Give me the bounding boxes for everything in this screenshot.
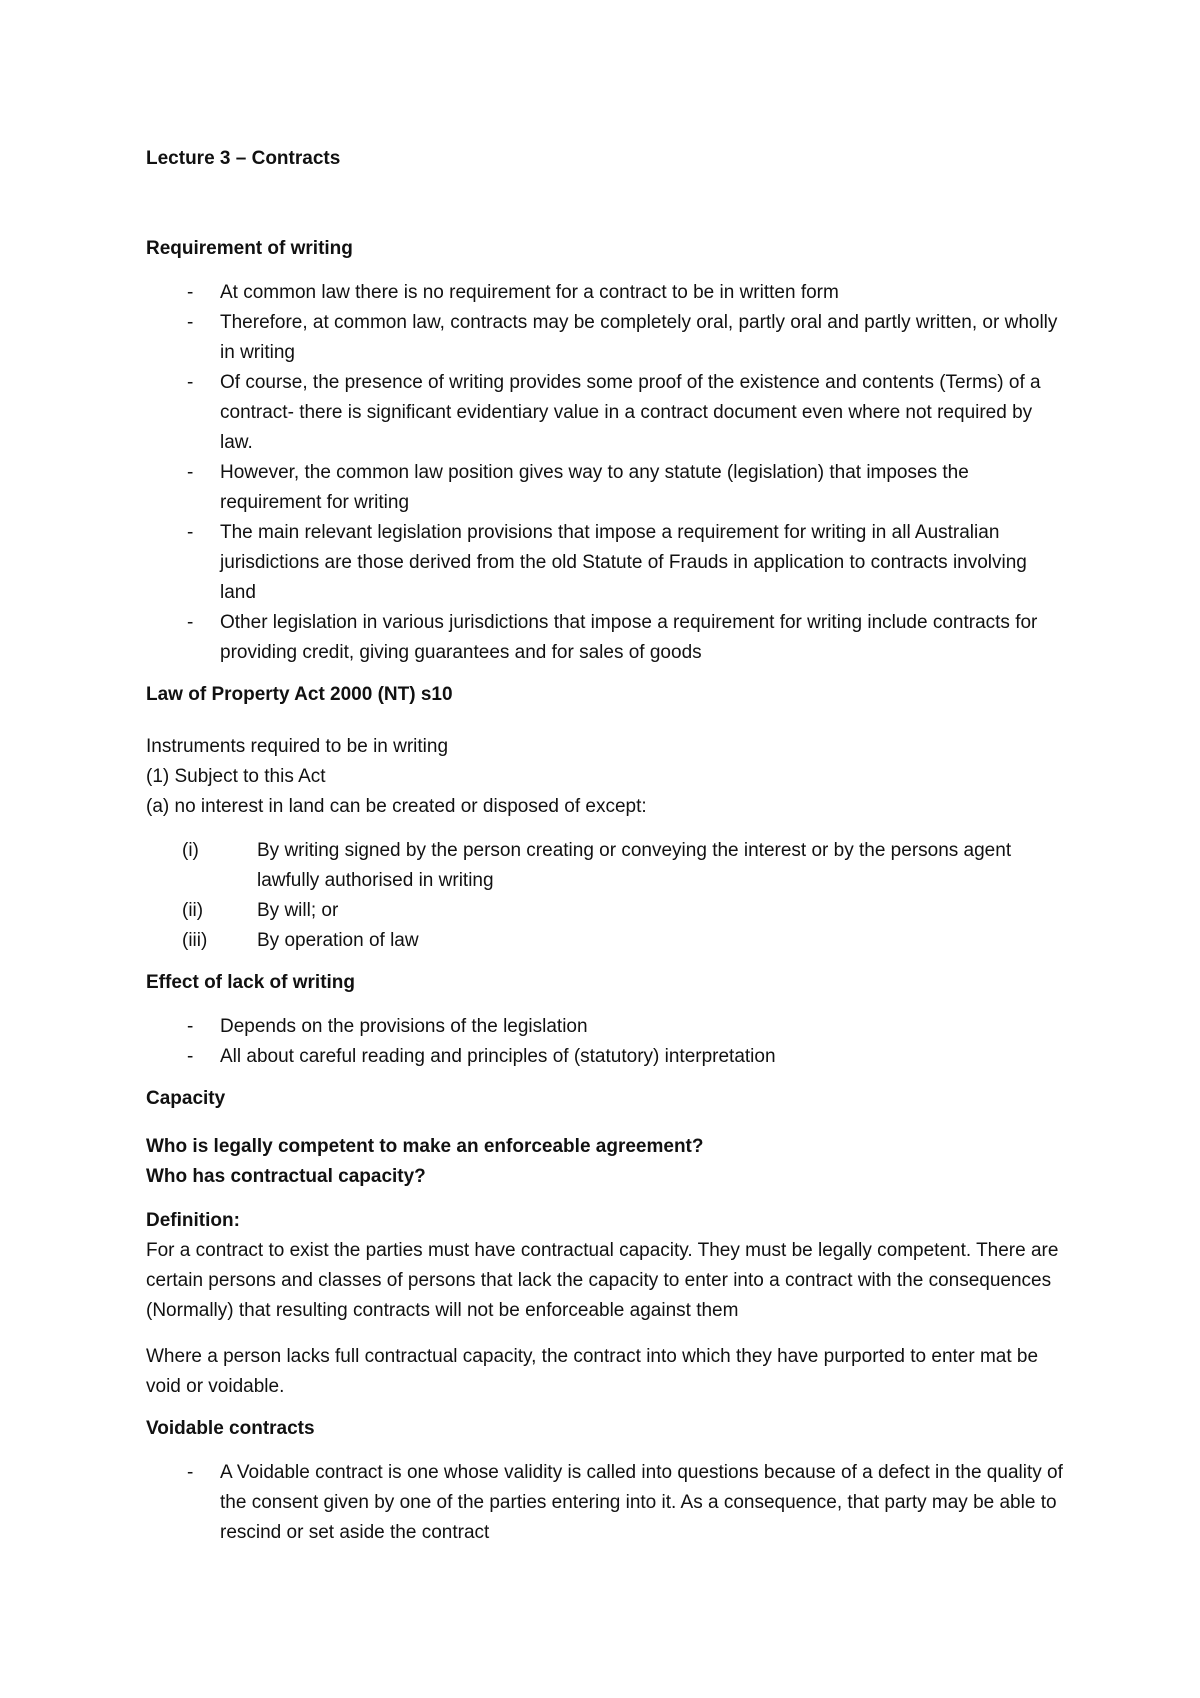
dash-marker: -: [187, 1016, 194, 1037]
list-item: - However, the common law position gives way to any statute (legislation) that imposes the requirement for writing: [146, 458, 1066, 518]
heading-effect-of-lack-of-writing: Effect of lack of writing: [146, 972, 356, 993]
list-item: - Other legislation in various jurisdictions that impose a requirement for writing include contracts for providing credit, giving guarantees and for sales of goods: [146, 608, 1066, 668]
roman-numeral: (iii): [182, 930, 208, 951]
list-item: - A Voidable contract is one whose validity is called into questions because of a defect in the quality of the consent given by one of the parties entering into it. As a consequence, that party may be able to rescind or set aside the contract: [146, 1458, 1066, 1548]
act-line: (a) no interest in land can be created or disposed of except:: [146, 796, 647, 817]
list-item: - Of course, the presence of writing provides some proof of the existence and contents (Terms) of a contract- there is significant evidentiary value in a contract document even where not required by law.: [146, 368, 1066, 458]
dash-marker: -: [187, 312, 194, 333]
list-item: - The main relevant legislation provisions that impose a requirement for writing in all Australian jurisdictions are those derived from the old Statute of Frauds in application to contracts involving land: [146, 518, 1066, 608]
effect-bullet-list: [146, 1012, 1066, 1072]
roman-numeral: (i): [182, 840, 199, 861]
act-line: (1) Subject to this Act: [146, 766, 326, 787]
writing-bullet-list: [146, 278, 1066, 668]
list-item: - At common law there is no requirement for a contract to be in written form: [146, 278, 1066, 308]
capacity-question: Who is legally competent to make an enforceable agreement?: [146, 1136, 704, 1157]
list-item: - Therefore, at common law, contracts may be completely oral, partly oral and partly written, or wholly in writing: [146, 308, 1066, 368]
heading-requirement-of-writing: Requirement of writing: [146, 238, 353, 259]
definition-text: For a contract to exist the parties must have contractual capacity. They must be legally competent. There are certain persons and classes of persons that lack the capacity to enter into a contract with the consequences (Normally) that resulting contracts will not be enforceable against them: [146, 1240, 1059, 1321]
dash-marker: -: [187, 282, 194, 303]
list-item: (ii) By will; or: [146, 896, 1066, 926]
heading-law-of-property-act: Law of Property Act 2000 (NT) s10: [146, 684, 453, 705]
capacity-question: Who has contractual capacity?: [146, 1166, 426, 1187]
dash-marker: -: [187, 522, 194, 543]
dash-marker: -: [187, 612, 194, 633]
heading-voidable-contracts: Voidable contracts: [146, 1418, 315, 1439]
act-line: Instruments required to be in writing: [146, 736, 449, 757]
dash-marker: -: [187, 1462, 194, 1483]
capacity-paragraph: Where a person lacks full contractual capacity, the contract into which they have purported to enter mat be void or voidable.: [146, 1346, 1039, 1397]
dash-marker: -: [187, 462, 194, 483]
roman-numeral: (ii): [182, 900, 204, 921]
document-page: [146, 146, 1066, 1548]
act-sublist: [146, 836, 1066, 956]
list-item: - Depends on the provisions of the legislation: [146, 1012, 1066, 1042]
list-item: (iii) By operation of law: [146, 926, 1066, 956]
list-item: (i) By writing signed by the person creating or conveying the interest or by the persons agent lawfully authorised in writing: [146, 836, 1066, 896]
voidable-bullet-list: [146, 1458, 1066, 1548]
definition-heading: Definition:: [146, 1210, 240, 1231]
heading-capacity: Capacity: [146, 1088, 226, 1109]
dash-marker: -: [187, 1046, 194, 1067]
document-title: Lecture 3 – Contracts: [146, 148, 341, 169]
list-item: - All about careful reading and principles of (statutory) interpretation: [146, 1042, 1066, 1072]
dash-marker: -: [187, 372, 194, 393]
